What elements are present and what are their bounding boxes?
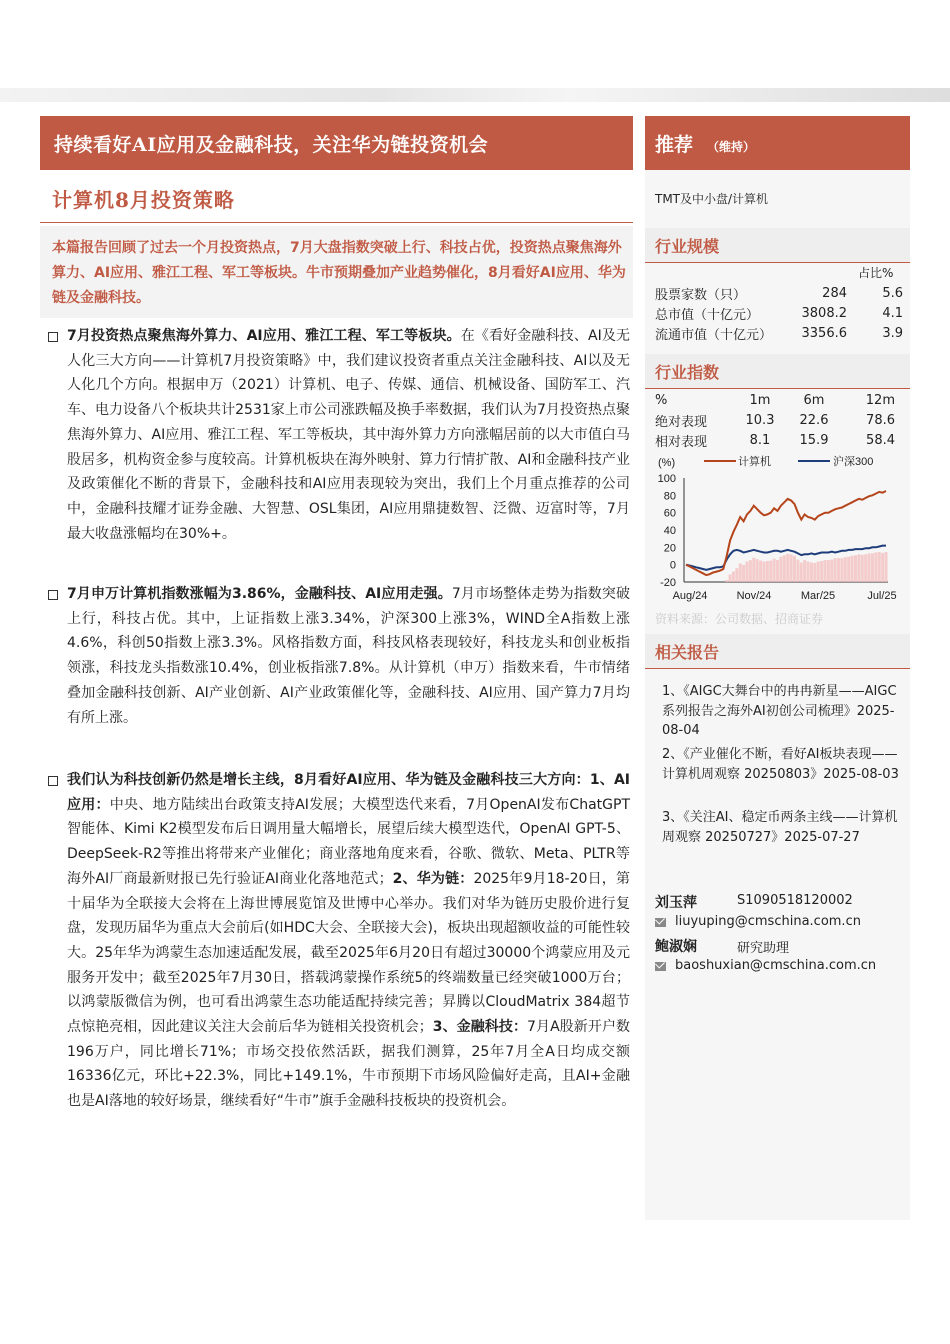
scale-table bbox=[655, 283, 903, 343]
index-value: 10.3 bbox=[745, 412, 775, 428]
excess-bar bbox=[773, 559, 776, 582]
excess-bar bbox=[823, 560, 826, 582]
analyst-2-name: 鲍淑娴 bbox=[655, 939, 697, 955]
y-axis-label: (%) bbox=[658, 457, 676, 469]
excess-bar bbox=[837, 558, 840, 582]
index-header: 1m bbox=[749, 392, 771, 408]
excess-bar bbox=[813, 563, 816, 582]
scale-pct: 3.9 bbox=[882, 325, 903, 341]
scale-label: 总市值（十亿元） bbox=[655, 307, 760, 323]
excess-bar bbox=[790, 554, 793, 582]
scale-title: 行业规模 bbox=[655, 237, 720, 256]
index-value: 22.6 bbox=[799, 412, 829, 428]
excess-bar bbox=[874, 552, 877, 582]
x-tick-label: Nov/24 bbox=[736, 590, 772, 602]
related-title: 相关报告 bbox=[655, 643, 720, 662]
abstract-text: 本篇报告回顾了过去一个月投资热点，7月大盘指数突破上行、科技占优，投资热点聚焦海外算力、AI应用、雅江工程、军工等板块。牛市预期叠加产业趋势催化，8月看好AI应用、华为链及金融科技。 bbox=[52, 240, 626, 306]
excess-bar bbox=[817, 562, 820, 582]
paragraph-1-lead: 7月投资热点聚焦海外算力、AI应用、雅江工程、军工等板块。 bbox=[67, 328, 461, 344]
index-table bbox=[655, 390, 895, 450]
index-header: 12m bbox=[865, 392, 895, 408]
scale-pct: 5.6 bbox=[882, 285, 903, 301]
excess-bar bbox=[779, 557, 782, 582]
excess-bar bbox=[762, 562, 765, 582]
excess-bar bbox=[868, 553, 871, 582]
excess-bar bbox=[864, 554, 867, 582]
paragraph-3-lead-3: 3、金融科技： bbox=[432, 1019, 528, 1036]
x-tick-label: Mar/25 bbox=[800, 590, 836, 602]
report-subtitle: 计算机8月投资策略 bbox=[52, 188, 235, 212]
index-label: 绝对表现 bbox=[655, 414, 708, 430]
excess-bar bbox=[840, 558, 843, 582]
top-decorative-band bbox=[0, 88, 950, 102]
x-tick-label: Jul/25 bbox=[867, 590, 897, 602]
checkbox-bullet-icon bbox=[48, 590, 58, 600]
excess-bar bbox=[725, 580, 728, 582]
paragraph-3-lead-2: 2、华为链： bbox=[392, 870, 474, 887]
excess-bar bbox=[800, 562, 803, 582]
related-section-header bbox=[645, 634, 910, 668]
paragraph-3-body-2: 2025年9月18-20日，第十届华为全联接大会将在上海世博展览馆及世博中心举办。我们对华为链历史股价进行复盘，发现历届华为重点大会前后(如HDC大会、全联接大会)，板块出现超额收益的可能性较大。25年华为鸿蒙生态加速适配发展，截至2025年6月20日有超过30000个鸿蒙应用及元服务开发中；截至2025年7月30日，搭载鸿蒙操作系统5的终端数量已经突破1000万台；以鸿蒙版微信为例，也可看出鸿蒙生态功能适配持续完善；昇腾以CloudMatrix 384超节点惊艳亮相，因此建议关注大会前后华为链相关投资机会； bbox=[67, 870, 630, 1036]
subtitle-divider bbox=[40, 222, 633, 223]
excess-bar bbox=[810, 562, 813, 582]
excess-bar bbox=[776, 560, 779, 582]
scale-section-header bbox=[645, 228, 910, 262]
legend-label-computer: 计算机 bbox=[738, 456, 771, 468]
index-header: 6m bbox=[803, 392, 825, 408]
scale-label: 股票家数（只） bbox=[655, 287, 747, 303]
index-value: 15.9 bbox=[799, 432, 829, 448]
legend-label-hs300: 沪深300 bbox=[833, 456, 874, 468]
index-performance-chart bbox=[648, 452, 910, 604]
excess-bar bbox=[857, 554, 860, 582]
excess-bar bbox=[834, 558, 837, 582]
y-tick-label: 100 bbox=[657, 473, 676, 485]
excess-bar bbox=[732, 572, 735, 582]
scale-pct: 4.1 bbox=[882, 305, 903, 321]
index-divider bbox=[645, 388, 910, 389]
excess-bar bbox=[783, 555, 786, 582]
excess-bar bbox=[803, 560, 806, 582]
analyst-2-role: 研究助理 bbox=[737, 941, 790, 956]
table-row bbox=[655, 323, 903, 343]
paragraph-2 bbox=[48, 582, 630, 730]
paragraph-1 bbox=[48, 324, 630, 546]
excess-bar bbox=[759, 561, 762, 582]
excess-bar bbox=[786, 554, 789, 582]
excess-bar bbox=[756, 559, 759, 582]
scale-label: 流通市值（十亿元） bbox=[655, 327, 773, 343]
analyst-1-id: S1090518120002 bbox=[737, 893, 853, 908]
table-row bbox=[655, 410, 895, 430]
related-divider bbox=[645, 668, 910, 669]
paragraph-3-body: 中央、地方陆续出台政策支持AI发展；大模型迭代来看，7月OpenAI发布ChatGPT智能体、Kimi K2模型发布后日调用量大幅增长，展望后续大模型迭代，OpenAI GPT-5、DeepSeek-R2等推出将带来产业催化；商业落地角度来看，谷歌、微软、Meta、PLTR等海外AI厂商最新财报已先行验证AI商业化落地范式； bbox=[67, 796, 630, 887]
excess-bar bbox=[885, 552, 888, 582]
excess-bar bbox=[827, 560, 830, 582]
index-section-header bbox=[645, 354, 910, 388]
excess-bar bbox=[854, 555, 857, 582]
excess-bar bbox=[769, 561, 772, 582]
index-title: 行业指数 bbox=[655, 363, 720, 382]
excess-bar bbox=[752, 558, 755, 582]
paragraph-1-body: 在《看好金融科技、AI及无人化三大方向——计算机7月投资策略》中，我们建议投资者重点关注金融科技、AI以及无人化几个方向。根据申万（2021）计算机、电子、传媒、通信、机械设备、国防军工、汽车、电力设备八个板块共计2531家上市公司涨跌幅及换手率数据，我们认为7月投资热点聚焦海外算力、AI应用、雅江工程、军工等板块，其中海外算力方向涨幅居前的以大市值白马股居多，机构资金参与度较高。计算机板块在海外映射、算力行情扩散、AI和金融科技产业及政策催化不断的背景下，金融科技和AI应用表现较为突出，我们上个月重点推荐的公司中，金融科技耀才证券金融、大智慧、OSL集团，AI应用鼎捷数智、泛微、迈富时等，7月最大收盘涨幅均在30%+。 bbox=[67, 328, 630, 542]
table-row bbox=[655, 390, 895, 410]
y-tick-label: -20 bbox=[660, 577, 676, 589]
index-value: 78.6 bbox=[866, 412, 895, 428]
analyst-1-email[interactable]: liuyuping@cmschina.com.cn bbox=[675, 914, 861, 929]
excess-bar bbox=[749, 560, 752, 582]
scale-value: 3356.6 bbox=[801, 325, 847, 341]
excess-bar bbox=[830, 560, 833, 582]
index-label: 相对表现 bbox=[655, 434, 708, 450]
checkbox-bullet-icon bbox=[48, 332, 58, 342]
y-tick-label: 60 bbox=[663, 507, 676, 520]
scale-value: 284 bbox=[822, 285, 847, 301]
report-title-bar bbox=[40, 116, 633, 170]
excess-bar bbox=[766, 561, 769, 582]
related-report-3[interactable]: 3、《关注AI、稳定币两条主线——计算机周观察 20250727》2025-07-27 bbox=[662, 810, 898, 845]
paragraph-2-body: 7月市场整体走势为指数突破上行，科技占优。其中，上证指数上涨3.34%，沪深300上涨3%，WIND全A指数上涨4.6%，科创50指数上涨3.3%。风格指数方面，科技风格表现较好，科技龙头和创业板指领涨，科技龙头指数涨10.4%，创业板指涨7.8%。从计算机（申万）指数来看，牛市情绪叠加金融科技创新、AI产业创新、AI产业政策催化等，金融科技、AI应用、国产算力7月均有所上涨。 bbox=[67, 586, 630, 726]
related-report-1[interactable]: 1、《AIGC大舞台中的冉冉新星——AIGC系列报告之海外AI初创公司梳理》2025-08-04 bbox=[662, 684, 897, 738]
excess-bar bbox=[739, 563, 742, 582]
table-row bbox=[655, 283, 903, 303]
excess-bar bbox=[793, 556, 796, 582]
excess-bar bbox=[807, 562, 810, 582]
mail-icon bbox=[655, 918, 666, 927]
analyst-1-name: 刘玉萍 bbox=[655, 895, 697, 911]
checkbox-bullet-icon bbox=[48, 776, 58, 786]
chart-source: 资料来源：公司数据、招商证券 bbox=[655, 612, 824, 626]
x-tick-label: Aug/24 bbox=[672, 590, 708, 602]
abstract-box bbox=[40, 226, 633, 318]
excess-bar bbox=[742, 565, 745, 582]
excess-bar bbox=[735, 568, 738, 582]
excess-bar bbox=[851, 556, 854, 582]
index-header: % bbox=[655, 392, 668, 408]
index-value: 58.4 bbox=[866, 432, 895, 448]
analyst-2-email[interactable]: baoshuxian@cmschina.com.cn bbox=[675, 958, 877, 973]
excess-bar bbox=[861, 555, 864, 582]
excess-bar bbox=[881, 553, 884, 582]
industry-label: TMT及中小盘/计算机 bbox=[655, 192, 769, 206]
excess-bar bbox=[746, 562, 749, 582]
paragraph-2-lead: 7月申万计算机指数涨幅为3.86%，金融科技、AI应用走强。 bbox=[67, 586, 452, 602]
excess-bar bbox=[847, 557, 850, 582]
report-title: 持续看好AI应用及金融科技，关注华为链投资机会 bbox=[54, 134, 489, 156]
excess-bar bbox=[871, 553, 874, 582]
scale-divider bbox=[645, 262, 910, 263]
rating-bar bbox=[645, 116, 910, 170]
paragraph-3-lead: 我们认为科技创新仍然是增长主线，8月看好AI应用、华为链及金融科技三大方向：1、AI应用： bbox=[67, 772, 630, 813]
y-tick-label: 20 bbox=[663, 542, 676, 555]
scale-value: 3808.2 bbox=[801, 305, 847, 321]
excess-bar bbox=[844, 557, 847, 582]
rating: 推荐 bbox=[655, 134, 694, 156]
index-value: 8.1 bbox=[749, 432, 771, 448]
excess-bar bbox=[878, 552, 881, 582]
excess-bar bbox=[729, 574, 732, 582]
table-row bbox=[655, 303, 903, 323]
rating-note: （维持） bbox=[707, 140, 756, 154]
y-tick-label: 0 bbox=[669, 559, 676, 572]
y-tick-label: 80 bbox=[663, 490, 676, 503]
paragraph-3 bbox=[48, 768, 630, 1114]
excess-bar bbox=[796, 560, 799, 582]
related-report-2[interactable]: 2、《产业催化不断，看好AI板块表现——计算机周观察 20250803》2025-08-03 bbox=[662, 747, 899, 782]
table-row bbox=[655, 430, 895, 450]
excess-bar bbox=[820, 561, 823, 582]
mail-icon bbox=[655, 962, 666, 971]
scale-pct-header: 占比% bbox=[858, 266, 894, 280]
paragraph-3-body-3: 7月A股新开户数196万户，同比增长71%；市场交投依然活跃，据我们测算，25年7月全A日均成交额16336亿元，环比+22.3%，同比+149.1%，牛市预期下市场风险偏好走高，且AI+金融也是AI落地的较好场景，继续看好“牛市”旗手金融科技板块的投资机会。 bbox=[67, 1019, 631, 1110]
y-tick-label: 40 bbox=[663, 525, 676, 537]
